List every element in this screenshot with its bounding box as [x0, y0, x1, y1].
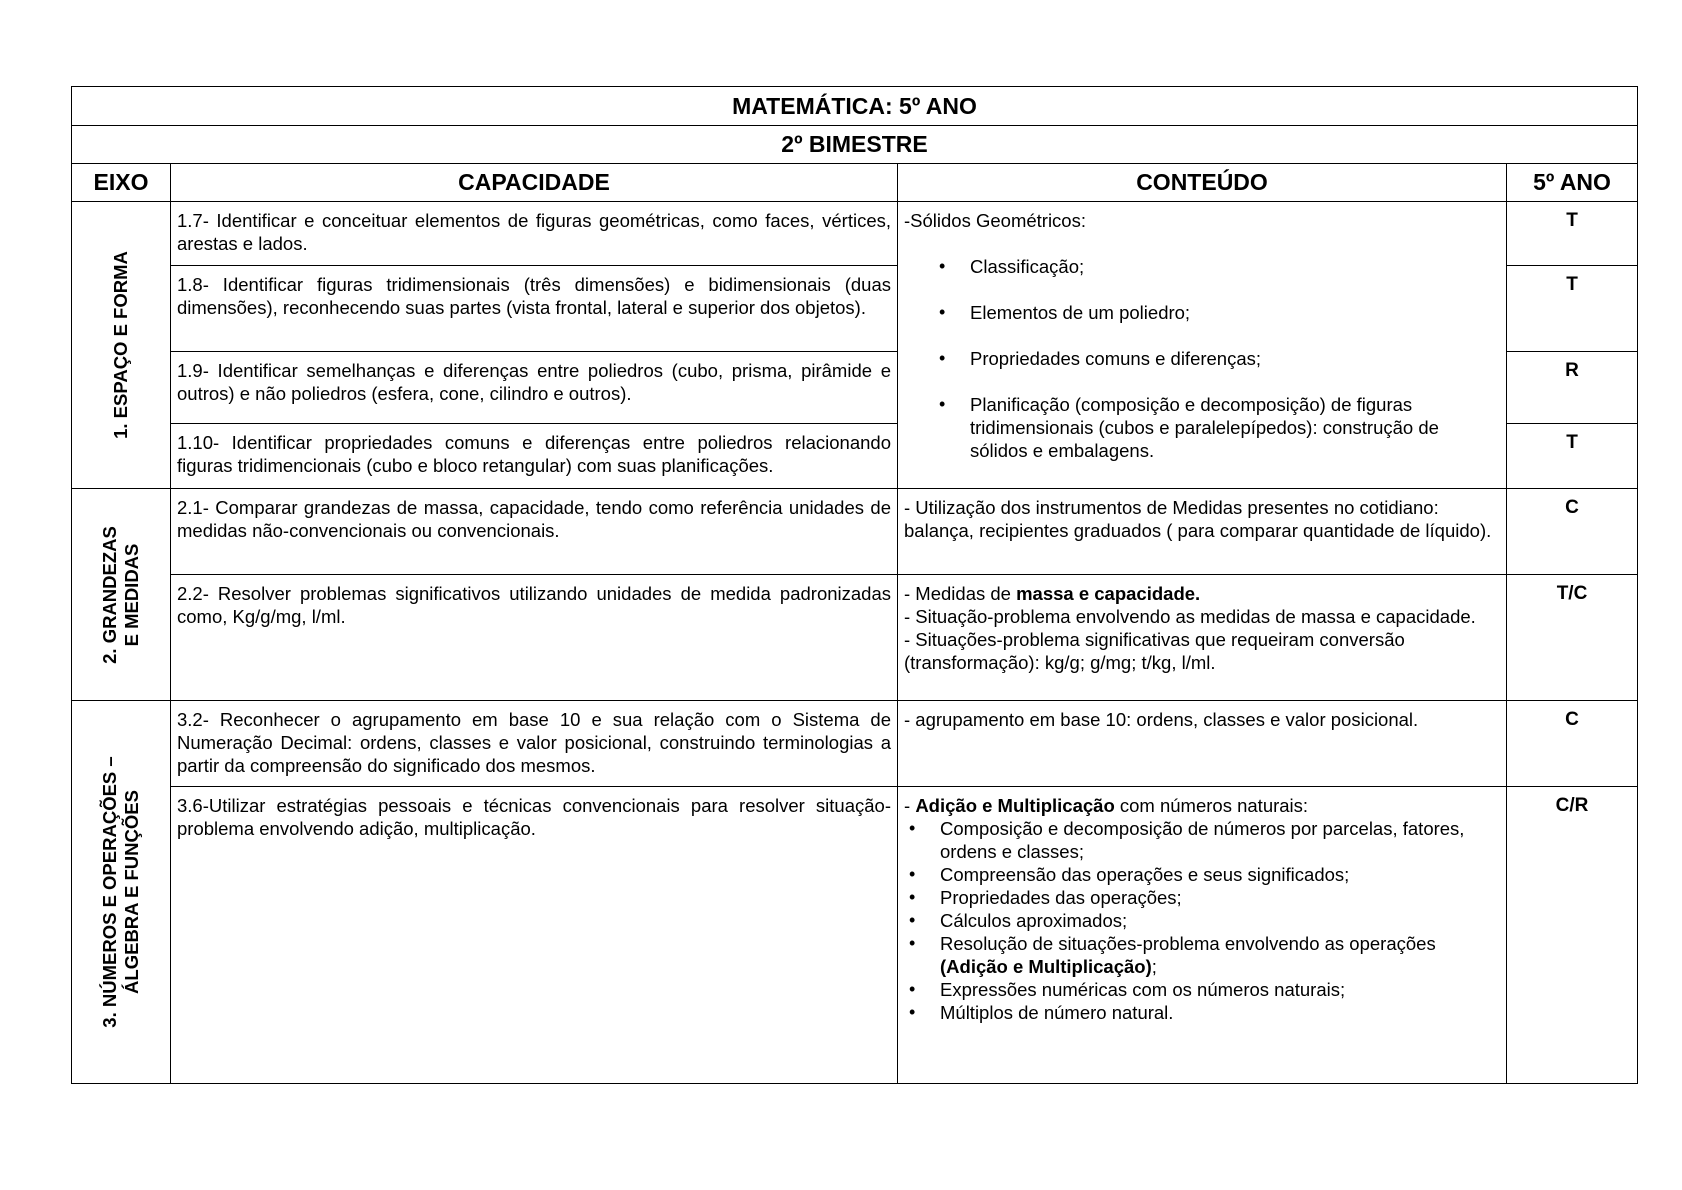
conteudo-2-2 — [898, 575, 1507, 701]
header-ano: 5º ANO — [1507, 164, 1638, 202]
grade-3-6: C/R — [1507, 787, 1638, 1084]
list-item: • Expressões numéricas com os números naturais; — [904, 978, 1500, 1001]
axis-label: E MEDIDAS — [121, 543, 142, 646]
capacidade-3-6: 3.6-Utilizar estratégias pessoais e técnicas convencionais para resolver situação-problema envolvendo adição, multiplicação. — [171, 787, 898, 1084]
list-item: • Planificação (composição e decomposição) de figuras tridimensionais (cubos e paralelepípedos): construção de sólidos e embalagens. — [904, 393, 1500, 462]
grade-1-9: R — [1507, 352, 1638, 424]
grade-2-1: C — [1507, 489, 1638, 575]
conteudo-3-2: - agrupamento em base 10: ordens, classes e valor posicional. — [898, 701, 1507, 787]
list-item: • Propriedades comuns e diferenças; — [904, 347, 1500, 370]
capacidade-1-9: 1.9- Identificar semelhanças e diferenças entre poliedros (cubo, prisma, pirâmide e outros) e não poliedros (esfera, cone, cilindro e outros). — [171, 352, 898, 424]
grade-3-2: C — [1507, 701, 1638, 787]
header-conteudo: CONTEÚDO — [898, 164, 1507, 202]
grade-1-8: T — [1507, 266, 1638, 352]
list-item: • Composição e decomposição de números por parcelas, fatores, ordens e classes; — [904, 817, 1500, 863]
table-title: MATEMÁTICA: 5º ANO — [72, 87, 1638, 126]
capacidade-2-2: 2.2- Resolver problemas significativos utilizando unidades de medida padronizadas como, Kg/g/mg, l/ml. — [171, 575, 898, 701]
grade-1-7: T — [1507, 202, 1638, 266]
conteudo-line: - Situação-problema envolvendo as medidas de massa e capacidade. — [904, 606, 1476, 627]
list-item: • Resolução de situações-problema envolvendo as operações (Adição e Multiplicação); — [904, 932, 1500, 978]
axis-numeros-operacoes — [72, 701, 171, 1084]
conteudo-line: - Medidas de massa e capacidade. — [904, 583, 1201, 604]
axis-label: 3. NÚMEROS E OPERAÇÕES – — [99, 756, 120, 1028]
list-item: • Propriedades das operações; — [904, 886, 1500, 909]
table-subtitle: 2º BIMESTRE — [72, 126, 1638, 164]
header-capacidade: CAPACIDADE — [171, 164, 898, 202]
axis-label: 1. ESPAÇO E FORMA — [110, 251, 131, 439]
bold-text: Adição e Multiplicação — [915, 795, 1115, 816]
axis-espaco-forma — [72, 202, 171, 489]
capacidade-2-1: 2.1- Comparar grandezas de massa, capacidade, tendo como referência unidades de medidas não-convencionais ou convencionais. — [171, 489, 898, 575]
list-item: • Compreensão das operações e seus significados; — [904, 863, 1500, 886]
grade-1-10: T — [1507, 424, 1638, 489]
conteudo-list — [904, 817, 1500, 1024]
capacidade-1-7: 1.7- Identificar e conceituar elementos de figuras geométricas, como faces, vértices, arestas e lados. — [171, 202, 898, 266]
list-item: • Classificação; — [904, 255, 1500, 278]
capacidade-3-2: 3.2- Reconhecer o agrupamento em base 10 e sua relação com o Sistema de Numeração Decimal: ordens, classes e valor posicional, construindo terminologias a partir da compreensão do significado dos mesmos. — [171, 701, 898, 787]
conteudo-intro: -Sólidos Geométricos: — [904, 210, 1086, 231]
capacidade-1-8: 1.8- Identificar figuras tridimensionais (três dimensões) e bidimensionais (duas dimensões), reconhecendo suas partes (vista frontal, lateral e superior dos objetos). — [171, 266, 898, 352]
conteudo-solidos-geometricos — [898, 202, 1507, 489]
bold-text: massa e capacidade. — [1016, 583, 1201, 604]
list-item: • Múltiplos de número natural. — [904, 1001, 1500, 1024]
conteudo-list — [904, 255, 1500, 462]
capacidade-1-10: 1.10- Identificar propriedades comuns e diferenças entre poliedros relacionando figuras tridimencionais (cubo e bloco retangular) com suas planificações. — [171, 424, 898, 489]
bold-text: (Adição e Multiplicação) — [940, 956, 1152, 977]
curriculum-table — [71, 86, 1638, 1084]
axis-grandezas-medidas — [72, 489, 171, 701]
header-eixo: EIXO — [72, 164, 171, 202]
list-item: • Cálculos aproximados; — [904, 909, 1500, 932]
conteudo-intro: - Adição e Multiplicação com números naturais: — [904, 795, 1309, 816]
conteudo-3-6 — [898, 787, 1507, 1084]
conteudo-2-1: - Utilização dos instrumentos de Medidas presentes no cotidiano: balança, recipientes graduados ( para comparar quantidade de líquido). — [898, 489, 1507, 575]
grade-2-2: T/C — [1507, 575, 1638, 701]
list-item: • Elementos de um poliedro; — [904, 301, 1500, 324]
conteudo-line: - Situações-problema significativas que requeiram conversão (transformação): kg/g; g/mg; t/kg, l/ml. — [904, 629, 1405, 673]
axis-label: 2. GRANDEZAS — [99, 525, 120, 664]
axis-label: ÁLGEBRA E FUNÇÕES — [121, 790, 142, 994]
